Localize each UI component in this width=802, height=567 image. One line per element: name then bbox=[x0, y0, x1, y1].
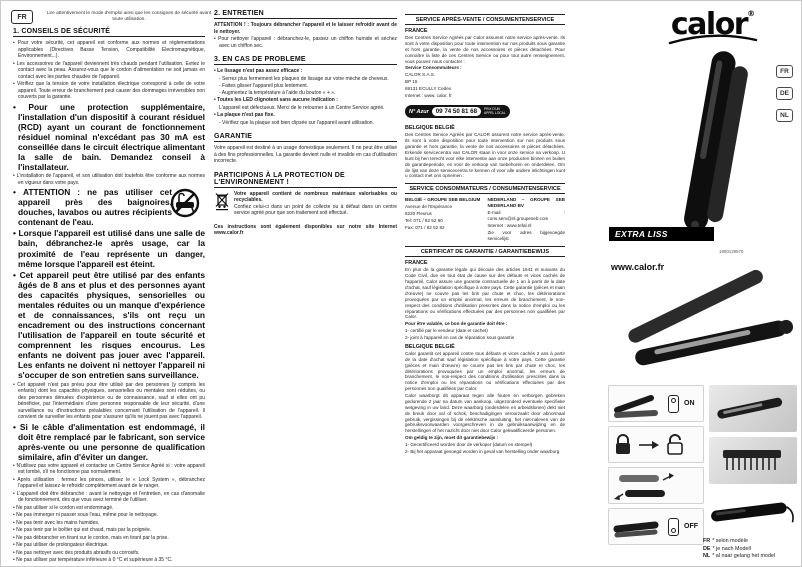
safety-intro-item: • Pour votre sécurité, cet appareil est conforme aux normes et réglementations applicables (Directives Basse Tension, Compatibilité Electromagnétique, Environnement...). bbox=[13, 40, 205, 60]
maintenance-title: 2. ENTRETIEN bbox=[214, 10, 397, 19]
cert-belgium-title: BELGIQUE BELGIË bbox=[405, 343, 455, 350]
address-line: 69131 ECULLY Cedex bbox=[405, 86, 452, 91]
trouble-head-text: La plaque n'est pas fixe. bbox=[217, 112, 275, 118]
registered-mark-icon: ® bbox=[747, 9, 756, 18]
product-photo-straightener bbox=[653, 47, 777, 245]
plates-swap-icon bbox=[613, 471, 675, 501]
safety-children-point bbox=[13, 270, 205, 381]
arrow-right-icon bbox=[638, 440, 660, 450]
trouble-head bbox=[214, 68, 397, 75]
trouble-head bbox=[214, 97, 397, 104]
consumers-label: Service Consommateurs : bbox=[405, 65, 462, 71]
diagram-power-off bbox=[608, 508, 704, 545]
block-line: Internet : www.tefal.nl bbox=[487, 222, 532, 228]
cert-nl-valid-item: 1- Gecertificeerd worden door de verkoper (datum en stempel) bbox=[405, 442, 533, 447]
diagram-plates-removal bbox=[608, 467, 704, 504]
trouble-title: 3. EN CAS DE PROBLEME bbox=[214, 56, 397, 65]
service-section bbox=[405, 10, 565, 560]
trouble-sub: - Serrez plus fermement les plaques de lissage sur votre mèche de cheveux. bbox=[219, 75, 389, 82]
azur-label: N° Azur bbox=[409, 108, 429, 115]
straightener-open-icon bbox=[613, 389, 663, 419]
maintenance-point-text: Pour nettoyer l'appareil : débranchez-le, passez un chiffon humide et séchez avec un chiffon sec. bbox=[218, 36, 398, 49]
padlock-closed-icon bbox=[613, 432, 633, 458]
model-note bbox=[703, 538, 775, 544]
address-line: BP 15 bbox=[405, 79, 418, 85]
safety-small-item: • N'utilisez pas votre appareil et contactez un Centre Service Agréé si : votre appareil est tombé, s'il ne fonctionne pas normalement. bbox=[13, 463, 205, 476]
trouble-head bbox=[214, 112, 397, 119]
warranty-title: GARANTIE bbox=[214, 133, 397, 142]
safety-bathroom-text: Lorsque l'appareil est utilisé dans une salle de bain, débranchez-le après usage, car la proximité de l'eau représente un danger, même lorsque l'appareil est éteint. bbox=[18, 228, 206, 269]
service-title: SERVICE APRÈS-VENTE / CONSUMENTENSERVICE bbox=[405, 14, 565, 25]
usage-photo-comb bbox=[709, 437, 797, 484]
azur-note-line: PRIX D'UN bbox=[484, 106, 500, 111]
cert-belgium-text-nl: Calor waarborgt dit apparaat tegen alle fouten en verborgen gebreken gedurende 2 jaar na datum van aankoop, uitgezonderd eventuele specifieke wetgeving in uw land. Deze waarborg (onderdelen en arbeidslonen) dekt niet de breuk door val of schok, beschadigingen veroorzaakt door abnormaal gebruik, vergissingen bij de elektrische aansluiting, het niet-naleven van de gebruiksvoorwaarden voorgeschreven in de gebruiksaanwijzing en de herstellingen of het nazicht door niet door Calor gekwalificeerde personen. bbox=[405, 393, 565, 434]
safety-title: 1. CONSEILS DE SÉCURITÉ bbox=[13, 28, 205, 37]
block-line: Avenue de l'Espérance bbox=[405, 204, 453, 210]
warranty-text: Votre appareil est destiné à un usage domestique seulement. Il ne peut être utilisé à des fins professionnelles. La garantie devient nulle et invalide en cas d'utilisation incorrecte. bbox=[214, 145, 397, 164]
language-badge-fr: FR bbox=[11, 10, 33, 24]
certificate-title: CERTIFICAT DE GARANTIE / GARANTIEBEWIJS bbox=[405, 246, 565, 257]
block-line: Zie voor adres bijgevoegde servicelijst bbox=[487, 229, 565, 241]
care-section bbox=[214, 10, 397, 560]
azur-phone-badge bbox=[405, 105, 510, 118]
azur-phone-number: 09 74 50 81 68 bbox=[432, 107, 481, 116]
trouble-sub: L'appareil est défectueux. Merci de le retourner à un Centre Service agréé. bbox=[219, 104, 385, 111]
cert-valid-item: 1- certifié par le vendeur (date et cachet) bbox=[405, 328, 488, 334]
safety-small-item: • Ne pas utiliser de prolongateur électrique. bbox=[13, 542, 205, 549]
safety-small-item: • Ne pas nettoyer avec des produits abrasifs ou corrosifs. bbox=[13, 550, 205, 557]
product-name-banner bbox=[609, 227, 714, 241]
safety-small-item: • Ne pas immerger ni passer sous l'eau, même pour le nettoyage. bbox=[13, 512, 205, 519]
safety-children-text: Cet appareil peut être utilisé par des enfants âgés de 8 ans et plus et des personnes ayant des capacités physiques, sensorielles ou mentales réduites ou un manque d'expérience et de connaissances, s'ils ont reçu un encadrement ou des instructions concernant l'utilisation de l'appareil en toute sécurité et comprennent les risques encourus. Les enfants ne doivent pas jouer avec l'appareil. Les enfants ne doivent ni nettoyer l'appareil ni s'occuper de son entretien sans surveillance. bbox=[18, 269, 206, 381]
model-note-text: * selon modèle bbox=[712, 538, 748, 544]
service-belgium-text: Des Centres Service Agréés par CALOR assurent notre service après-vente. Ils sont à votre disposition pour toute intervention sur nos produits sous garantie et hors garantie, la vente de nos accessoires et pièces détachées. Erkende servicecentra van CALOR staan in voor onze service na verkoop. U kunt bij hen terecht voor elke interventie aan onze producten binnen en buiten de garantieperiode, en voor de verkoop van toebehoren en onderdelen. Om de lijst van deze servicecentra te kennen of voor alle andere inlichtingen kunt u contact met ons opnemen : bbox=[405, 132, 565, 179]
service-france-text: Des Centres Service Agréés par Calor assurent notre service après-vente. Ils sont à votre disposition pour toute intervention sur nos produits sous garantie et hors garantie, la vente de nos accessoires et pièces détachées. Pour connaître la liste de ces Centres Service ou pour tout autre renseignement, vous pouvez nous contacter : bbox=[405, 35, 565, 64]
calor-logo-text: calor bbox=[670, 7, 748, 42]
cert-nl-valid-head: Om geldig te zijn, moet dit garantiebewijs : bbox=[405, 435, 499, 441]
power-switch-icon bbox=[668, 518, 679, 536]
service-france-title: FRANCE bbox=[405, 28, 428, 34]
azur-note-line: APPEL LOCAL bbox=[484, 110, 506, 115]
language-badge: DE bbox=[776, 87, 793, 100]
block-line: E-mail : cons.serv@nl.groupeseb.com bbox=[487, 210, 565, 221]
maintenance-warning: ATTENTION ! : Toujours débrancher l'appareil et le laisser refroidir avant de le nettoyer. bbox=[214, 22, 397, 35]
safety-small-item: • Ne pas utiliser si le cordon est endommagé. bbox=[13, 505, 205, 512]
model-note-text: * je nach Modell bbox=[712, 545, 751, 552]
environment-line: Votre appareil contient de nombreux matériaux valorisables ou recyclables. bbox=[234, 190, 397, 203]
model-note bbox=[703, 546, 775, 552]
model-note-text: * al naar gelang het model bbox=[712, 553, 776, 560]
intro-note: Lire attentivement le mode d'emploi ainsi que les consignes de sécurité avant toute utilisation. bbox=[46, 11, 212, 23]
power-switch-icon bbox=[668, 395, 679, 413]
safety-cable-point bbox=[13, 422, 205, 462]
environment-text bbox=[234, 191, 397, 217]
straightener-closed-icon bbox=[613, 512, 663, 542]
diagram-power-on bbox=[608, 385, 704, 422]
safety-supervision-note bbox=[13, 382, 205, 421]
trouble-sub: - Faites glisser l'appareil plus lentement. bbox=[219, 82, 309, 89]
safety-intro-list bbox=[13, 40, 205, 101]
model-note-lang: FR bbox=[703, 538, 711, 544]
consumer-service-blocks bbox=[405, 197, 565, 242]
consumers-address bbox=[405, 72, 565, 99]
block-line: Fax: 071 / 82 52 82 bbox=[405, 224, 445, 230]
azur-note bbox=[484, 108, 506, 116]
environment-block bbox=[214, 191, 397, 217]
calor-logo bbox=[645, 7, 781, 45]
safety-install-text: L'installation de l'appareil, et son utilisation doit toutefois être conforme aux normes en vigueur dans votre pays. bbox=[16, 173, 205, 186]
switch-knob bbox=[671, 398, 676, 403]
safety-cable-text: Si le câble d'alimentation est endommagé, il doit être remplacé par le fabricant, son service après-vente ou une personne de qualification similaire, afin d'éviter un danger. bbox=[18, 421, 205, 462]
website-url: www.calor.fr bbox=[611, 262, 665, 272]
language-badge: FR bbox=[776, 65, 793, 78]
safety-small-list bbox=[13, 463, 205, 564]
safety-attention-point bbox=[13, 187, 205, 227]
model-note-lang: NL bbox=[703, 553, 711, 560]
usage-photos bbox=[709, 385, 799, 489]
consumer-service-title: SERVICE CONSOMMATEURS / CONSUMENTENSERVICE bbox=[405, 183, 565, 194]
consumer-block-nederland bbox=[488, 197, 566, 242]
cert-france-text: En plus de la garantie légale qui découle des articles 1641 et suivants du Code Civil, due en tout état de cause sur des défauts et vices cachés de l'appareil, Calor assure une garantie contractuelle de 1 an à partir de la date d'achat, sauf législation spécifique à votre pays. Cette garantie (pièces et main d'œuvre) ne couvre pas les bris par chute et choc, les détériorations provoquées par un emploi anormal, les erreurs de branchement, le non-respect des conditions d'utilisation prescrites dans la notice d'emploi ou les réparations ou vérifications effectuées par des personnes non qualifiées par Calor. bbox=[405, 267, 565, 320]
safety-install-note bbox=[13, 173, 205, 186]
trouble-sub: - Vérifiez que la plaque soit bien clipsée sur l'appareil avant utilisation. bbox=[219, 119, 374, 126]
footer-note: Ces instructions sont également disponibles sur notre site Internet www.calor.fr bbox=[214, 223, 397, 236]
safety-small-item: • Ne pas tenir par le boîtier qui est chaud, mais par la poignée. bbox=[13, 527, 205, 534]
safety-small-item: • Ne pas débrancher en tirant sur le cordon, mais en tirant par la prise. bbox=[13, 535, 205, 542]
padlock-open-icon bbox=[665, 432, 685, 458]
consumer-block-belgium bbox=[405, 197, 483, 242]
safety-intro-item: • Vérifiez que la tension de votre installation électrique correspond à celle de votre appareil. Toute erreur de branchement peut causer des dommages irréversibles non couverts par la garantie. bbox=[13, 81, 205, 101]
environment-title: PARTICIPONS À LA PROTECTION DE L'ENVIRONNEMENT ! bbox=[214, 172, 397, 188]
usage-diagrams bbox=[608, 385, 704, 549]
block-title: NEDERLAND – GROUPE SEB NEDERLAND BV bbox=[487, 197, 565, 209]
safety-small-item: • Après utilisation : fermez les pinces, utilisez le « Lock System », débranchez l'appareil et laissez-le refroidir complètement avant de le ranger. bbox=[13, 477, 205, 490]
address-line: CALOR S.A.S. bbox=[405, 72, 436, 78]
document-reference: 1800129570 bbox=[719, 249, 744, 254]
cert-belgium-text-fr: Calor garantit cet appareil contre tous défauts et vices cachés 2 ans à partir de la date d'achat sauf législation spécifique à votre pays. Cette garantie (pièces et main d'œuvre) ne couvre pas les bris par chute et choc, les détériorations provoquées par un emploi anormal, les erreurs de branchement, le non-respect des conditions d'utilisation prescrites dans la notice d'emploi ou les réparations ou vérifications effectuées par des personnes non qualifiées par Calor. bbox=[405, 350, 565, 392]
safety-small-item: • Ne pas tenir avec les mains humides. bbox=[13, 520, 205, 527]
block-line: 6220 Fleurus bbox=[405, 211, 432, 216]
model-note-lang: DE bbox=[703, 545, 711, 552]
usage-photo-plates bbox=[709, 385, 797, 432]
model-notes bbox=[703, 538, 775, 561]
language-badges bbox=[776, 65, 793, 122]
safety-rcd-point bbox=[13, 102, 205, 173]
cert-valid-item: 2- joint à l'appareil en cas de réparation sous garantie bbox=[405, 335, 515, 340]
service-belgium-title: BELGIQUE BELGIË bbox=[405, 125, 455, 132]
trouble-sub: - Augmentez la température à l'aide du bouton « + ». bbox=[219, 89, 336, 96]
product-name: EXTRA LISS bbox=[615, 229, 668, 239]
block-title: BELGIË – GROUPE SEB BELGIUM bbox=[405, 197, 481, 203]
product-photo-open bbox=[617, 279, 801, 381]
product-photo-closed bbox=[707, 493, 799, 533]
trouble-head-text: Toutes les LED clignotent sans aucune indication : bbox=[217, 97, 338, 103]
language-badge: NL bbox=[776, 109, 793, 122]
safety-bathroom-point bbox=[13, 228, 205, 268]
on-label: ON bbox=[684, 400, 695, 407]
safety-small-item: • L'appareil doit être débranché : avant le nettoyage et l'entretien, en cas d'anomalie de fonctionnement, dès que vous avez terminé de l'utiliser. bbox=[13, 491, 205, 504]
diagram-lock-system bbox=[608, 426, 704, 463]
trouble-head-text: Le lissage n'est pas assez efficace : bbox=[217, 68, 303, 74]
safety-small-item: • Ne pas utiliser par température inférieure à 0 °C et supérieure à 35 °C. bbox=[13, 557, 205, 564]
safety-attention-text: ATTENTION : ne pas utiliser cet appareil près des baignoires, douches, lavabos ou autres récipients contenant de l'eau. bbox=[18, 187, 172, 228]
maintenance-point bbox=[214, 36, 397, 49]
model-note bbox=[703, 553, 775, 559]
safety-intro-item: • Les accessoires de l'appareil deviennent très chauds pendant l'utilisation. Evitez le contact avec la peau. Assurez-vous que le cordon d'alimentation ne soit jamais en contact avec les parties chaudes de l'appareil. bbox=[13, 61, 205, 81]
safety-section bbox=[13, 28, 206, 564]
cert-valid-head: Pour être valable, ce bon de garantie doit être : bbox=[405, 321, 508, 327]
safety-supervision-text: Cet appareil n'est pas prévu pour être utilisé par des personnes (y compris les enfants) dont les capacités physiques, sensorielles ou mentales sont réduites, ou des personnes dénuées d'expérience ou de connaissance, sauf si elles ont pu bénéficier, par l'intermédiaire d'une personne responsable de leur sécurité, d'une surveillance ou d'instructions préalables concernant l'utilisation de l'appareil. Il convient de surveiller les enfants pour s'assurer qu'ils ne jouent pas avec l'appareil. bbox=[17, 381, 205, 421]
environment-line: Confiez celui-ci dans un point de collecte ou à défaut dans un centre service agréé pour que son traitement soit effectué. bbox=[234, 203, 397, 216]
cert-nl-valid-item: 2- Bij het apparaat gevoegd worden in geval van herstelling onder waarborg bbox=[405, 448, 560, 454]
weee-bin-icon bbox=[214, 191, 230, 216]
switch-knob bbox=[671, 528, 676, 533]
cert-france-title: FRANCE bbox=[405, 260, 428, 267]
block-line: Tel: 071 / 82 52 60 bbox=[405, 217, 443, 223]
address-line: Internet : www. calor. fr bbox=[405, 92, 452, 98]
no-bathtub-icon bbox=[175, 188, 205, 218]
safety-rcd-text: Pour une protection supplémentaire, l'installation d'un dispositif à courant résiduel (RCD) ayant un courant de fonctionnement résiduel nominal n'excédant pas 30 mA est conseillée dans le circuit électrique alimentant la salle de bain. Demandez conseil à l'installateur. bbox=[18, 101, 205, 172]
off-label: OFF bbox=[684, 523, 698, 530]
